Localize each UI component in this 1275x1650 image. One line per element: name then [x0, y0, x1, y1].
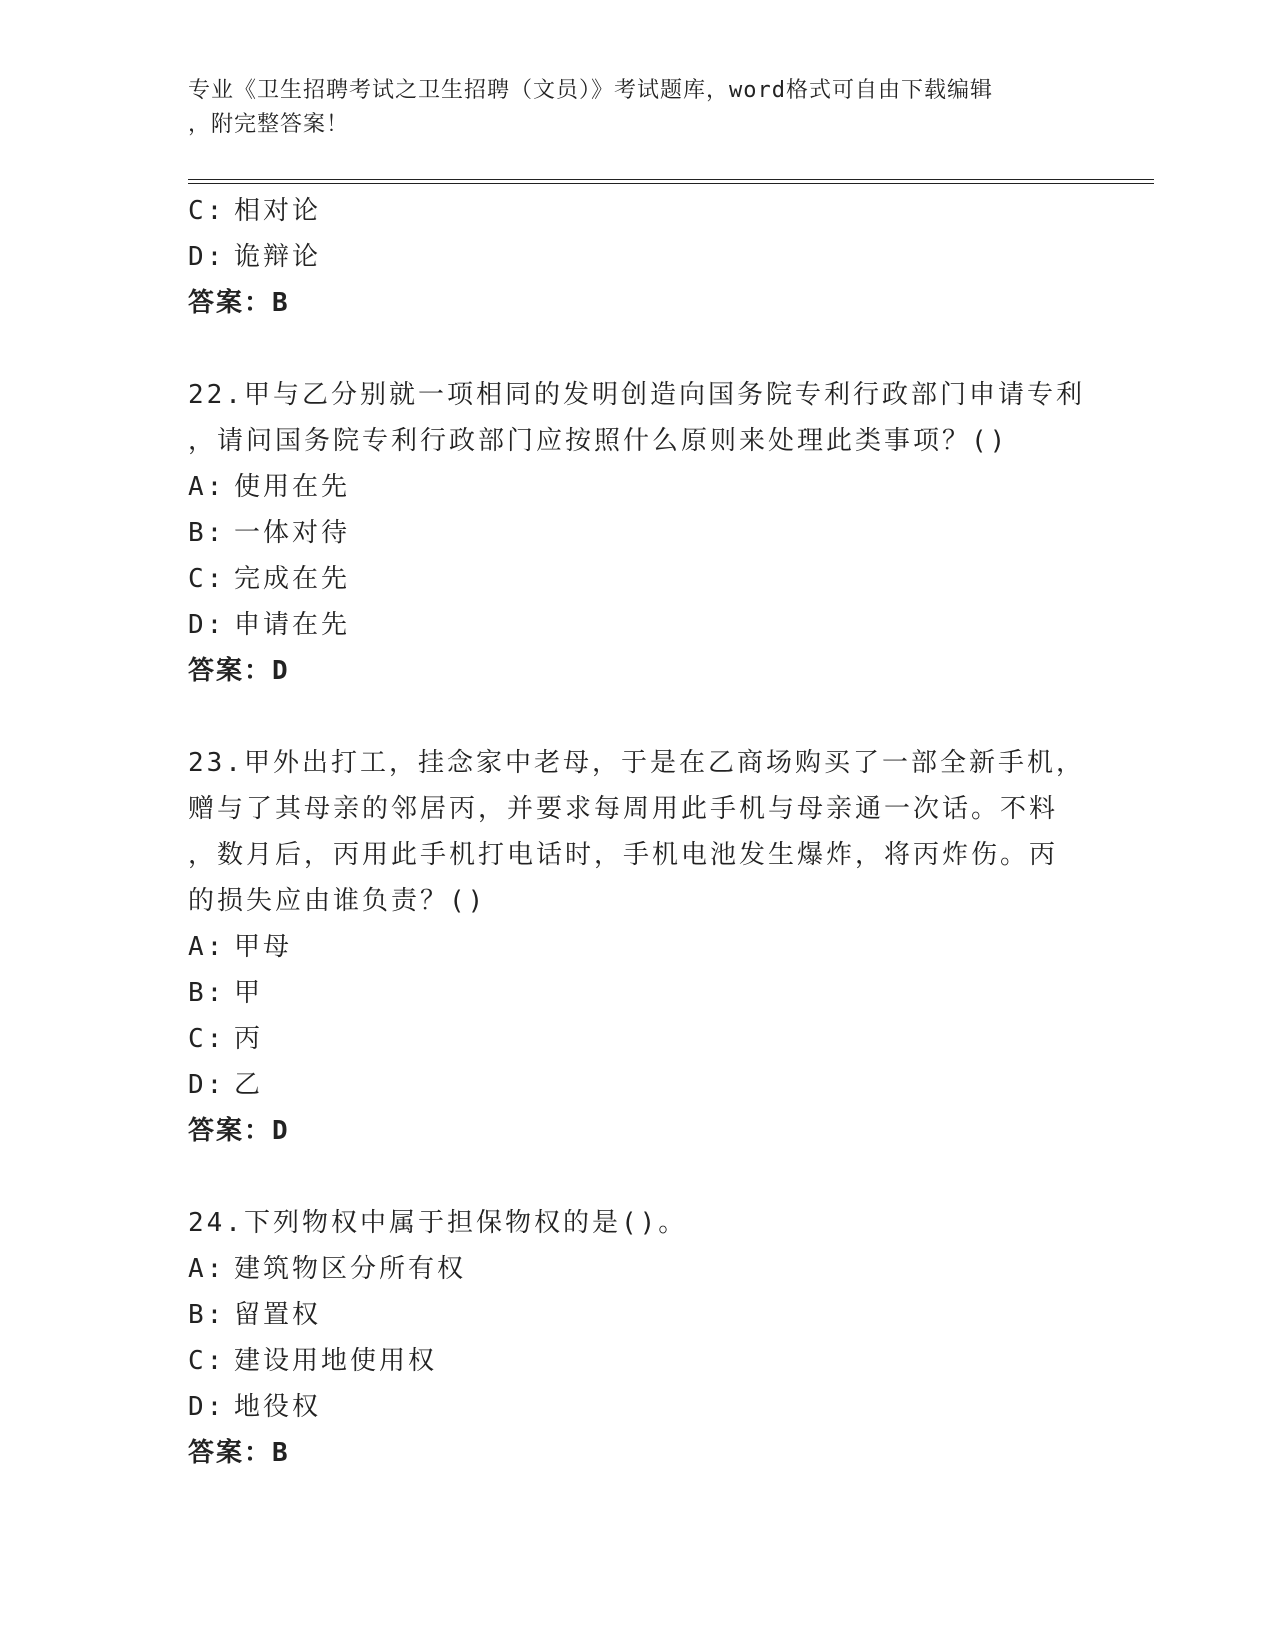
option-key: A: [188, 472, 226, 502]
option-text: 一体对待 [234, 518, 351, 548]
option-key: D: [188, 1070, 226, 1100]
question-text-line: 23.甲外出打工，挂念家中老母，于是在乙商场购买了一部全新手机， [188, 748, 1085, 778]
option-text: 建筑物区分所有权 [234, 1254, 467, 1284]
question-text-line: 24.下列物权中属于担保物权的是()。 [188, 1208, 688, 1238]
option-row [188, 924, 1088, 970]
header-line-2: ，附完整答案！ [188, 112, 350, 137]
option-text: 完成在先 [234, 564, 351, 594]
option-row [188, 1016, 1088, 1062]
option-text: 地役权 [234, 1392, 322, 1422]
spacer [188, 1154, 1088, 1200]
option-key: D: [188, 610, 226, 640]
option-row [188, 510, 1088, 556]
question-text-line: 22.甲与乙分别就一项相同的发明创造向国务院专利行政部门申请专利 [188, 380, 1085, 410]
option-text: 留置权 [234, 1300, 322, 1330]
option-text: 甲母 [234, 932, 293, 962]
option-row [188, 188, 1088, 234]
previous-question-tail [188, 188, 1088, 326]
option-key: B: [188, 518, 226, 548]
question-list [188, 188, 1088, 1476]
question-text-line: 赠与了其母亲的邻居丙，并要求每周用此手机与母亲通一次话。不料 [188, 794, 1059, 824]
option-row [188, 970, 1088, 1016]
question-block-22 [188, 372, 1088, 694]
option-row [188, 1338, 1088, 1384]
spacer [188, 694, 1088, 740]
option-row [188, 602, 1088, 648]
page-header [188, 74, 1068, 142]
option-row [188, 556, 1088, 602]
option-text: 申请在先 [234, 610, 351, 640]
question-block-23 [188, 740, 1088, 1154]
option-row [188, 1292, 1088, 1338]
question-block-24 [188, 1200, 1088, 1476]
answer-line: 答案：D [188, 656, 290, 686]
question-text-line: 的损失应由谁负责？() [188, 886, 487, 916]
option-key: C: [188, 1346, 226, 1376]
option-key: C: [188, 1024, 226, 1054]
option-row [188, 234, 1088, 280]
header-divider-bottom [188, 183, 1154, 184]
option-text: 相对论 [234, 196, 322, 226]
header-line-1: 专业《卫生招聘考试之卫生招聘（文员）》考试题库，word格式可自由下载编辑 [188, 78, 993, 103]
option-row [188, 1246, 1088, 1292]
spacer [188, 326, 1088, 372]
option-text: 乙 [234, 1070, 264, 1100]
option-key: B: [188, 1300, 226, 1330]
answer-line: 答案：B [188, 288, 290, 318]
option-key: A: [188, 932, 226, 962]
option-row [188, 1384, 1088, 1430]
option-text: 诡辩论 [234, 242, 322, 272]
option-key: A: [188, 1254, 226, 1284]
answer-line: 答案：D [188, 1116, 290, 1146]
header-divider-top [188, 179, 1154, 180]
option-text: 丙 [234, 1024, 264, 1054]
option-key: B: [188, 978, 226, 1008]
option-key: C: [188, 196, 226, 226]
answer-line: 答案：B [188, 1438, 290, 1468]
option-key: D: [188, 1392, 226, 1422]
option-key: C: [188, 564, 226, 594]
option-text: 使用在先 [234, 472, 351, 502]
question-text-line: ，数月后，丙用此手机打电话时，手机电池发生爆炸，将丙炸伤。丙 [188, 840, 1059, 870]
question-text-line: ，请问国务院专利行政部门应按照什么原则来处理此类事项？() [188, 426, 1009, 456]
option-row [188, 464, 1088, 510]
option-text: 甲 [234, 978, 264, 1008]
option-text: 建设用地使用权 [234, 1346, 438, 1376]
option-key: D: [188, 242, 226, 272]
option-row [188, 1062, 1088, 1108]
